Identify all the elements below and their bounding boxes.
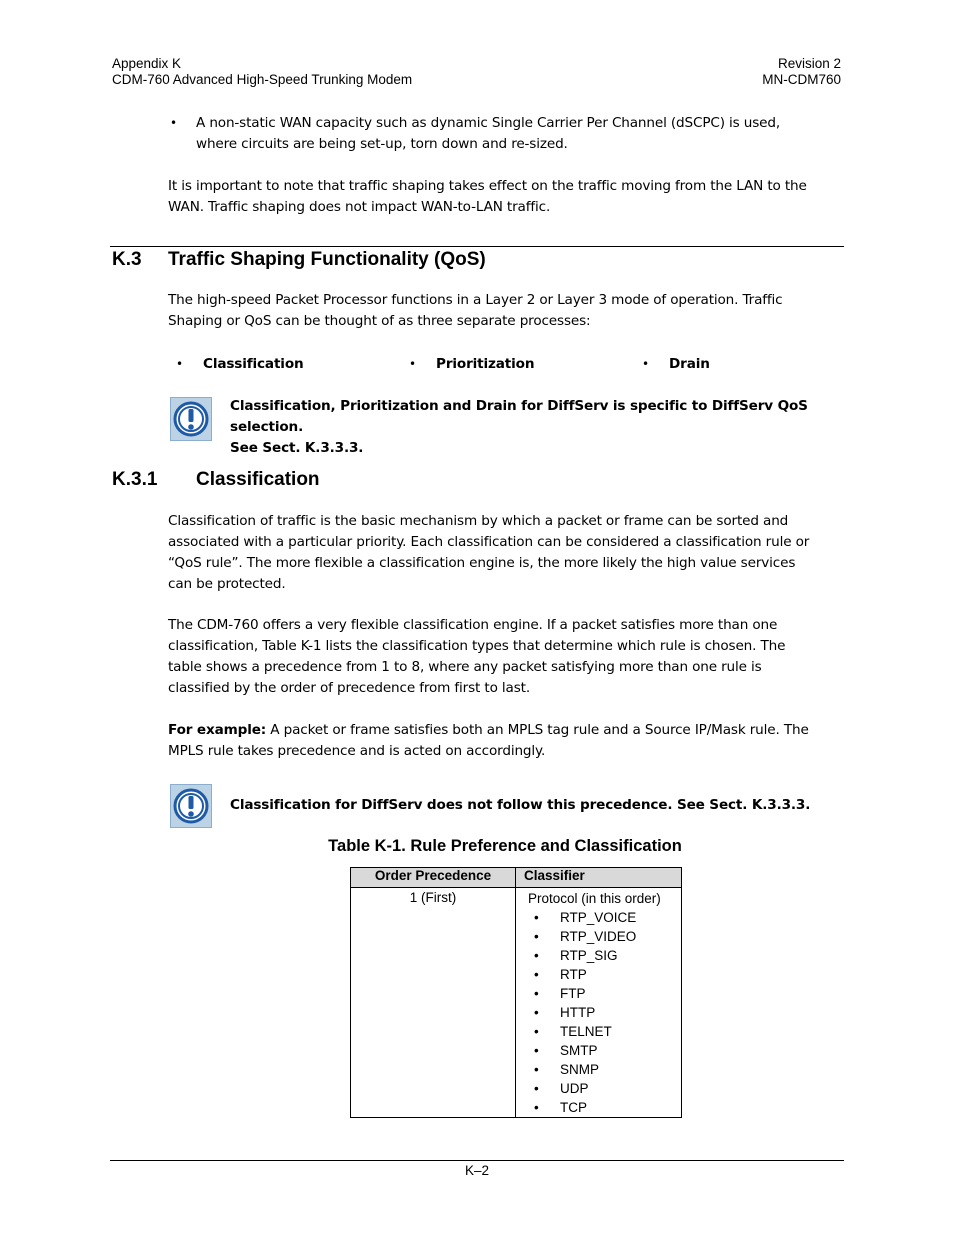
list-item: • TCP bbox=[528, 1098, 681, 1117]
classifier-title: Protocol (in this order) bbox=[528, 891, 661, 906]
bullet-icon: • bbox=[176, 357, 184, 371]
column-header-classifier: Classifier bbox=[516, 868, 682, 888]
intro-paragraph-line: It is important to note that traffic shaping takes effect on the traffic moving from the LAN to the bbox=[168, 178, 807, 194]
list-item: • RTP_SIG bbox=[528, 946, 681, 965]
table-caption: Table K-1. Rule Preference and Classification bbox=[328, 837, 682, 855]
section-k3-title: Traffic Shaping Functionality (QoS) bbox=[168, 249, 486, 270]
section-k31-title: Classification bbox=[196, 469, 320, 490]
list-item: • RTP_VOICE bbox=[528, 908, 681, 927]
paragraph-line: The CDM-760 offers a very flexible classification engine. If a packet satisfies more than one bbox=[168, 617, 778, 633]
paragraph-line: classified by the order of precedence from first to last. bbox=[168, 680, 530, 696]
intro-bullet-line: where circuits are being set-up, torn down and re-sized. bbox=[196, 136, 568, 152]
list-item: • HTTP bbox=[528, 1003, 681, 1022]
header-right bbox=[762, 56, 841, 88]
rule-preference-table bbox=[350, 867, 682, 1118]
header-doc-number: MN-CDM760 bbox=[762, 72, 841, 87]
footer-divider bbox=[110, 1160, 844, 1161]
list-item: • TELNET bbox=[528, 1022, 681, 1041]
bullet-icon: • bbox=[170, 116, 178, 130]
list-item: • SNMP bbox=[528, 1060, 681, 1079]
header-revision: Revision 2 bbox=[777, 56, 841, 71]
section-k3-paragraph bbox=[168, 290, 848, 332]
protocol-list bbox=[528, 908, 681, 1117]
header-product: CDM-760 Advanced High-Speed Trunking Modem bbox=[112, 72, 413, 87]
important-note-icon bbox=[170, 784, 212, 828]
note-line: Classification, Prioritization and Drain for DiffServ is specific to DiffServ QoS selection. bbox=[230, 398, 808, 435]
intro-paragraph bbox=[168, 176, 848, 218]
bullet-icon: • bbox=[642, 357, 650, 371]
important-note-icon bbox=[170, 397, 212, 441]
process-drain: Drain bbox=[669, 356, 710, 372]
paragraph-line: table shows a precedence from 1 to 8, where any packet satisfying more than one rule is bbox=[168, 659, 762, 675]
header-left bbox=[112, 56, 412, 88]
intro-paragraph-line: WAN. Traffic shaping does not impact WAN-to-LAN traffic. bbox=[168, 199, 551, 215]
list-item: • UDP bbox=[528, 1079, 681, 1098]
paragraph-line: associated with a particular priority. Each classification can be considered a classification rule or bbox=[168, 534, 810, 550]
bullet-icon: • bbox=[409, 357, 417, 371]
header-appendix: Appendix K bbox=[112, 56, 182, 71]
paragraph-line: The high-speed Packet Processor functions in a Layer 2 or Layer 3 mode of operation. Traffic bbox=[168, 292, 783, 308]
list-item: • RTP_VIDEO bbox=[528, 927, 681, 946]
list-item: • RTP bbox=[528, 965, 681, 984]
example-line: MPLS rule takes precedence and is acted on accordingly. bbox=[168, 743, 546, 759]
paragraph-line: “QoS rule”. The more flexible a classification engine is, the more likely the high value services bbox=[168, 555, 796, 571]
paragraph-line: classification, Table K-1 lists the classification types that determine which rule is chosen. The bbox=[168, 638, 786, 654]
section-k3-number: K.3 bbox=[112, 249, 142, 270]
note-line: See Sect. K.3.3.3. bbox=[230, 440, 364, 456]
example-line bbox=[168, 720, 848, 741]
note-diffserv-specific bbox=[230, 396, 850, 459]
list-item: • SMTP bbox=[528, 1041, 681, 1060]
classification-paragraph-2 bbox=[168, 615, 848, 699]
page-number: K–2 bbox=[464, 1163, 490, 1178]
example-label: For example: bbox=[168, 722, 267, 738]
classification-paragraph-1 bbox=[168, 511, 848, 595]
order-cell: 1 (First) bbox=[351, 888, 516, 1118]
paragraph-line: Shaping or QoS can be thought of as three separate processes: bbox=[168, 313, 591, 329]
process-classification: Classification bbox=[203, 356, 304, 372]
paragraph-line: can be protected. bbox=[168, 576, 286, 592]
process-prioritization: Prioritization bbox=[436, 356, 535, 372]
note-diffserv-precedence: Classification for DiffServ does not follow this precedence. See Sect. K.3.3.3. bbox=[230, 797, 811, 813]
list-item: • FTP bbox=[528, 984, 681, 1003]
table-row bbox=[351, 888, 682, 1118]
intro-bullet-line: A non-static WAN capacity such as dynamic Single Carrier Per Channel (dSCPC) is used, bbox=[196, 115, 781, 131]
column-header-order: Order Precedence bbox=[351, 868, 516, 888]
example-text: A packet or frame satisfies both an MPLS tag rule and a Source IP/Mask rule. The bbox=[266, 722, 809, 738]
paragraph-line: Classification of traffic is the basic mechanism by which a packet or frame can be sorted and bbox=[168, 513, 789, 529]
example-paragraph bbox=[168, 720, 848, 762]
intro-bullet-text bbox=[196, 113, 846, 155]
section-k31-number: K.3.1 bbox=[112, 469, 158, 490]
section-divider bbox=[110, 246, 844, 247]
classifier-cell bbox=[516, 888, 682, 1118]
table-header-row bbox=[351, 868, 682, 888]
